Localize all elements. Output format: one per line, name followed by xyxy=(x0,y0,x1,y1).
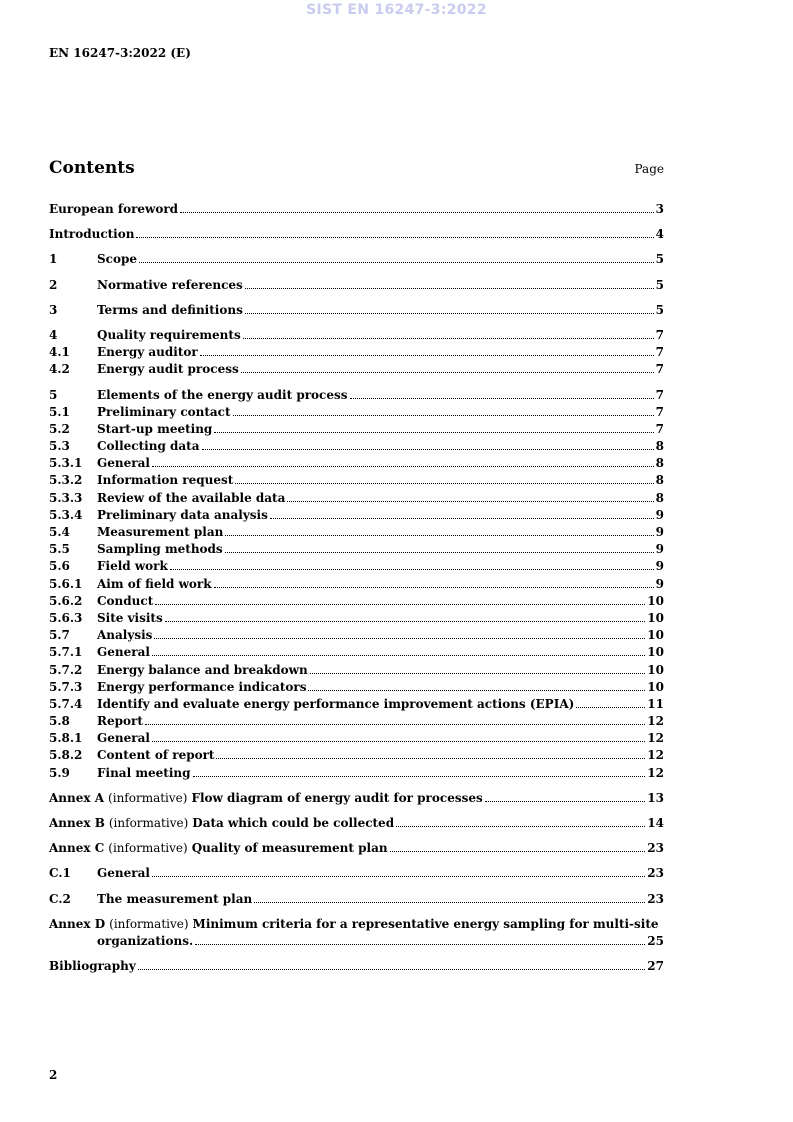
toc-annex-entry[interactable]: Annex B (informative) Data which could be collected 14 xyxy=(49,816,664,830)
toc-entry[interactable]: 5.3.2 Information request 8 xyxy=(49,473,664,488)
toc-entry[interactable]: 5.7.1 General 10 xyxy=(49,645,664,660)
toc-entry[interactable]: 3 Terms and definitions 5 xyxy=(49,302,664,317)
toc-entry[interactable]: 5.8 Report 12 xyxy=(49,714,664,729)
toc-entry[interactable]: 2 Normative references 5 xyxy=(49,277,664,292)
toc-entry[interactable]: 5.8.2 Content of report 12 xyxy=(49,748,664,763)
toc-entry[interactable]: C.1 General 23 xyxy=(49,866,664,881)
toc-entry[interactable]: 1 Scope 5 xyxy=(49,252,664,267)
toc-entry[interactable]: 4.1 Energy auditor 7 xyxy=(49,345,664,360)
page-column-label: Page xyxy=(634,162,664,176)
toc-entry[interactable]: 4.2 Energy audit process 7 xyxy=(49,362,664,377)
toc-entry[interactable]: 5.6.1 Aim of field work 9 xyxy=(49,576,664,591)
toc-entry[interactable]: 4 Quality requirements 7 xyxy=(49,327,664,342)
watermark: SIST EN 16247-3:2022 xyxy=(306,2,487,18)
toc-entry[interactable]: Introduction 4 xyxy=(49,227,664,242)
toc-entry[interactable]: 5.8.1 General 12 xyxy=(49,731,664,746)
toc-entry[interactable]: 5.7 Analysis 10 xyxy=(49,628,664,643)
toc-entry[interactable]: 5.7.4 Identify and evaluate energy performance improvement actions (EPIA) 11 xyxy=(49,696,664,711)
toc-entry[interactable]: 5.2 Start-up meeting 7 xyxy=(49,421,664,436)
toc-annex-entry[interactable]: Annex A (informative) Flow diagram of energy audit for processes 13 xyxy=(49,790,664,805)
toc-entry[interactable]: 5.6.3 Site visits 10 xyxy=(49,610,664,625)
document-id: EN 16247-3:2022 (E) xyxy=(49,46,191,60)
toc-annex-entry[interactable]: Annex C (informative) Quality of measurement plan 23 xyxy=(49,841,664,856)
toc-entry[interactable]: Bibliography 27 xyxy=(49,959,664,974)
toc-entry[interactable]: 5.5 Sampling methods 9 xyxy=(49,542,664,557)
toc-annex-entry[interactable]: Annex D (informative) Minimum criteria for a representative energy sampling for multi-site xyxy=(49,916,659,931)
toc-annex-entry-continued[interactable]: organizations. 25 xyxy=(97,933,664,948)
toc-entry[interactable]: 5.3 Collecting data 8 xyxy=(49,439,664,454)
toc-entry[interactable]: 5.7.3 Energy performance indicators 10 xyxy=(49,679,664,694)
toc-entry[interactable]: 5.4 Measurement plan 9 xyxy=(49,525,664,539)
contents-heading: Contents xyxy=(49,158,135,178)
toc-entry[interactable]: 5.9 Final meeting 12 xyxy=(49,765,664,780)
toc-entry[interactable]: C.2 The measurement plan 23 xyxy=(49,891,664,906)
toc-entry[interactable]: 5.6 Field work 9 xyxy=(49,559,664,574)
toc-entry[interactable]: European foreword 3 xyxy=(49,202,664,216)
toc-entry[interactable]: 5.7.2 Energy balance and breakdown 10 xyxy=(49,662,664,677)
table-of-contents xyxy=(49,201,664,975)
toc-entry[interactable]: 5.3.3 Review of the available data 8 xyxy=(49,490,664,505)
page-number: 2 xyxy=(49,1068,58,1082)
toc-entry[interactable]: 5.3.1 General 8 xyxy=(49,456,664,471)
toc-entry[interactable]: 5 Elements of the energy audit process 7 xyxy=(49,387,664,402)
toc-entry[interactable]: 5.3.4 Preliminary data analysis 9 xyxy=(49,507,664,522)
toc-entry[interactable]: 5.6.2 Conduct 10 xyxy=(49,593,664,608)
toc-entry[interactable]: 5.1 Preliminary contact 7 xyxy=(49,404,664,419)
